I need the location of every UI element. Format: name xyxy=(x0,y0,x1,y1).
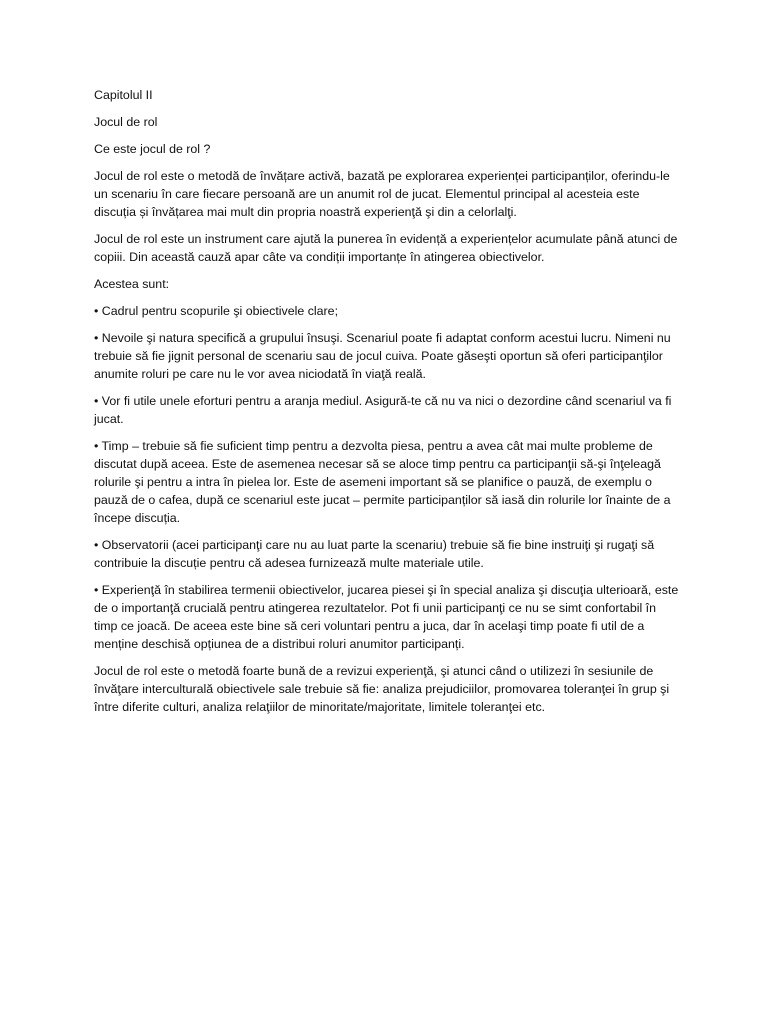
paragraph-list-intro: Acestea sunt: xyxy=(94,277,170,291)
bullet-item-environment: • Vor fi utile unele eforturi pentru a aranja mediul. Asigură-te că nu va nici o dezordine când scenariul va fi jucat. xyxy=(94,394,672,426)
paragraph-intro: Jocul de rol este o metodă de învățare activă, bazată pe explorarea experienței participanților, oferindu-le un scenariu în care fiecare persoană are un anumit rol de jucat. Elementul principal al acesteia este discuția și învățarea mai mult din propria noastră experienţă şi din a celorlalţi. xyxy=(94,169,670,219)
bullet-item-framework: • Cadrul pentru scopurile şi obiectivele clare; xyxy=(94,304,339,318)
section-title: Jocul de rol xyxy=(94,115,158,129)
section-question: Ce este jocul de rol ? xyxy=(94,142,211,156)
bullet-item-experience: • Experienţă în stabilirea termenii obiectivelor, jucarea piesei şi în special analiza şi discuţia ulterioară, este de o importanţă crucială pentru atingerea rezultatelor. Pot fi unii participanţi ce nu se simt confortabil în timp ce joacă. De aceea este bine să ceri voluntari pentru a juca, dar în acelaşi timp poate fi util de a menține deschisă opțiunea de a distribui roluri anumitor participanți. xyxy=(94,583,679,651)
bullet-item-time: • Timp – trebuie să fie suficient timp pentru a dezvolta piesa, pentru a avea cât mai multe probleme de discutat după aceea. Este de asemenea necesar să se aloce timp pentru ca participanţii să-şi înţeleagă rolurile şi pentru a intra în pielea lor. Este de asemeni important să se planifice o pauză, de exemplu o pauză de o cafea, după ce scenariul este jucat – permite participanților să iasă din rolurile lor înainte de a începe discuția. xyxy=(94,439,671,525)
paragraph-instrument: Jocul de rol este un instrument care ajută la punerea în evidență a experiențelor acumulate până atunci de copiii. Din această cauză apar câte va condiții importanțe în atingerea obiectivelor. xyxy=(94,232,678,264)
chapter-label: Capitolul II xyxy=(94,88,153,102)
bullet-item-group-needs: • Nevoile şi natura specifică a grupului însuşi. Scenariul poate fi adaptat conform acestui lucru. Nimeni nu trebuie să fie jignit personal de scenariu sau de jocul cuiva. Poate găseşti oportun să oferi participanţilor anumite roluri pe care nu le vor avea niciodată în viaţă reală. xyxy=(94,331,671,381)
document-page xyxy=(94,86,680,725)
paragraph-conclusion: Jocul de rol este o metodă foarte bună de a revizui experienţă, şi atunci când o utilizezi în sesiunile de învăţare interculturală obiectivele sale trebuie să fie: analiza prejudiciilor, promovarea toleranţei în grup şi între diferite culturi, analiza relaţiilor de minoritate/majoritate, limitele toleranţei etc. xyxy=(94,664,670,714)
bullet-item-observers: • Observatorii (acei participanţi care nu au luat parte la scenariu) trebuie să fie bine instruiţi şi rugaţi să contribuie la discuție pentru că adesea furnizează multe materiale utile. xyxy=(94,538,655,570)
